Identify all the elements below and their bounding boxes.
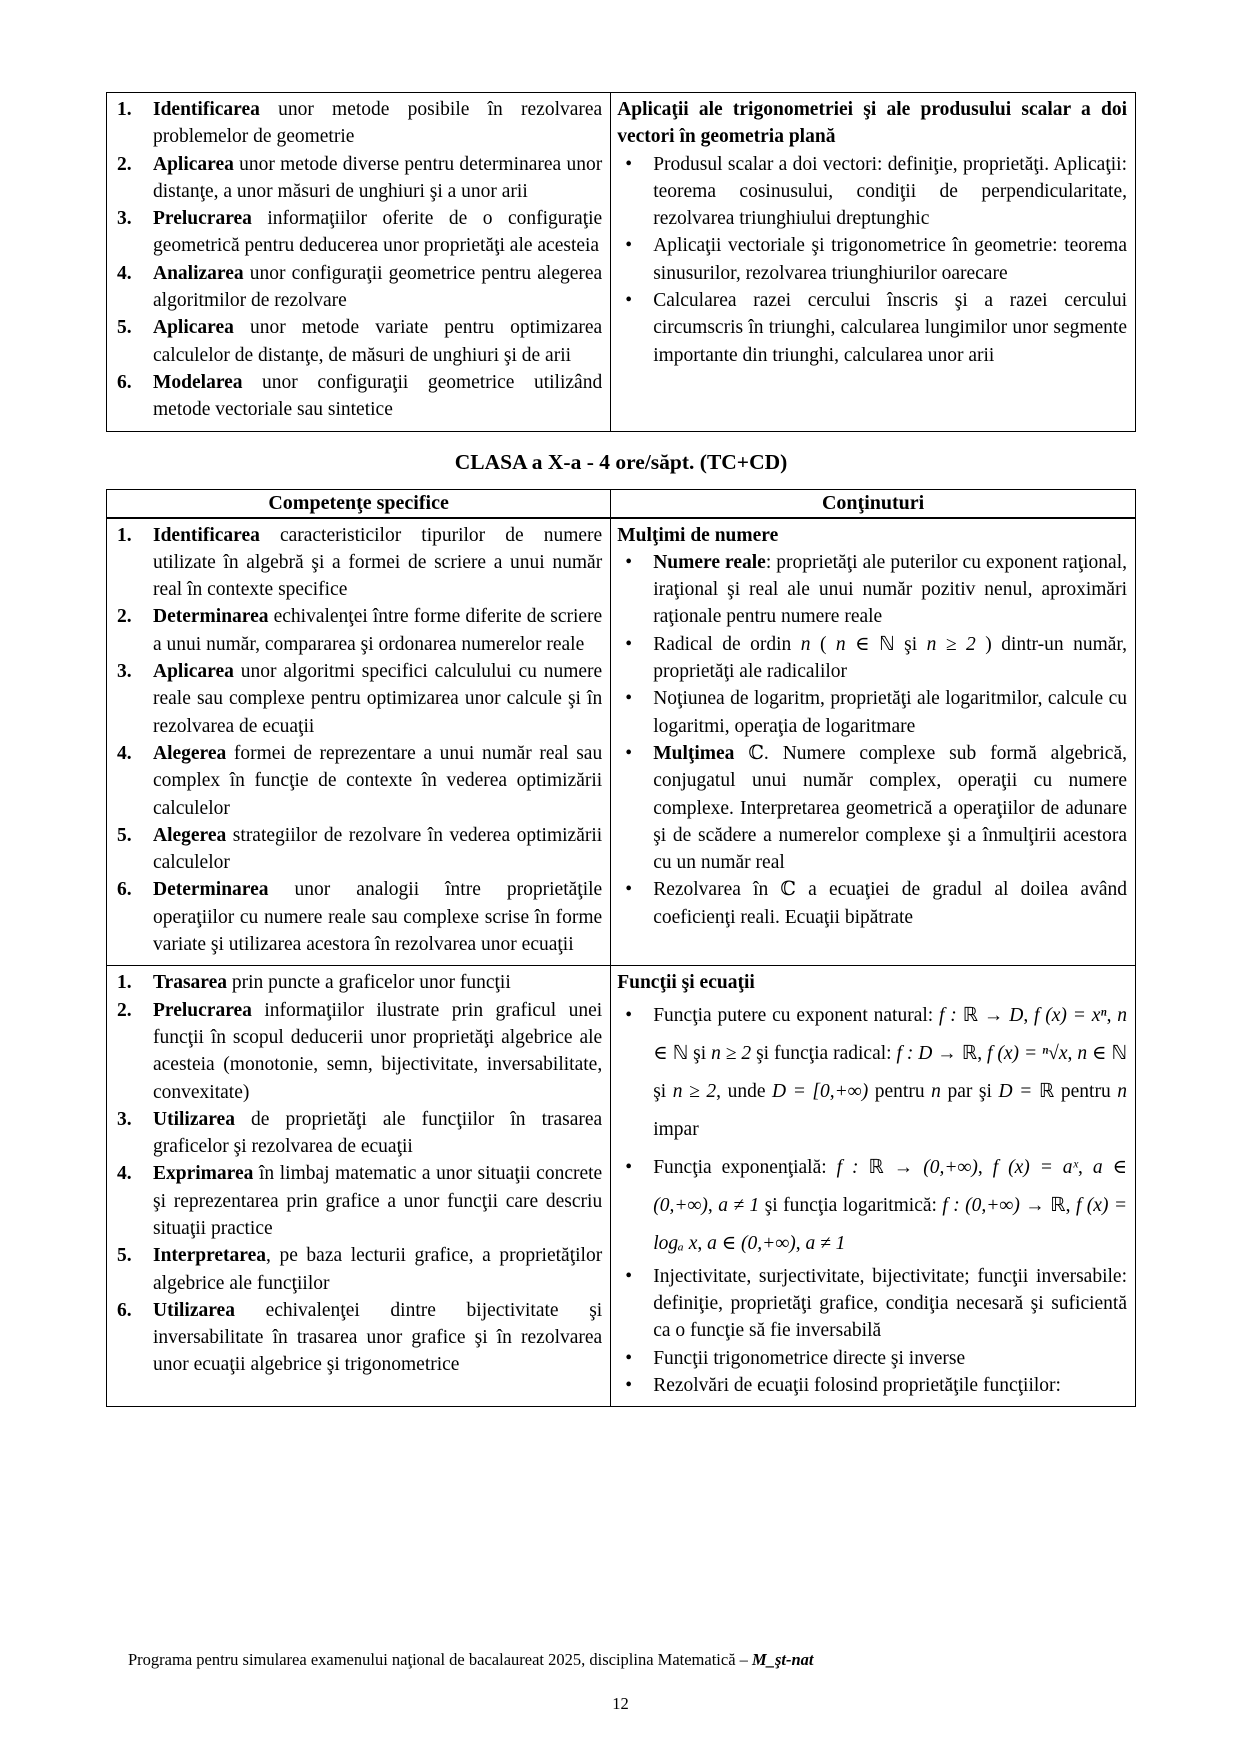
list-item [113, 1160, 602, 1242]
bullet-marker: • [625, 688, 633, 710]
bullet-text [653, 997, 1127, 1149]
math-segment: a ≠ 1 [718, 1194, 760, 1216]
item-text [153, 369, 602, 424]
text-segment: par şi [940, 1080, 999, 1102]
column-header-continuturi: Conţinuturi [611, 489, 1136, 518]
item-rest: unor metode diverse pentru determinarea unor distanţe, a unor măsuri de unghiuri şi a unor arii [153, 153, 603, 202]
text-segment: Funcţia putere cu exponent natural: [653, 1004, 940, 1026]
cell-competente-numere [107, 518, 611, 966]
text-segment: , [1067, 1042, 1078, 1064]
text-segment: , [795, 1232, 806, 1254]
item-text [153, 260, 602, 315]
bullet-text [653, 740, 1127, 876]
math-segment: n ≥ 2 [672, 1080, 717, 1102]
text-segment: Calcularea razei cercului înscris şi a razei cercului circumscris în triunghi, calcularea lungimilor unor segmente importante din triunghi, calcularea unor arii [653, 290, 1127, 366]
list-item [113, 603, 602, 658]
text-segment: , [977, 1042, 988, 1064]
math-segment: a ∈ (0,+∞) [653, 1156, 1128, 1216]
item-number: 5. [117, 824, 132, 846]
item-text [153, 822, 602, 877]
item-number: 2. [117, 606, 132, 628]
list-item [113, 96, 602, 151]
list-item [113, 1242, 602, 1297]
math-segment: D = [0,+∞) [772, 1080, 869, 1102]
item-rest: prin puncte a graficelor unor funcţii [227, 972, 511, 994]
page-number: 12 [612, 1694, 629, 1713]
item-number: 1. [117, 99, 132, 120]
item-text [153, 740, 602, 822]
list-item [113, 822, 602, 877]
bullet-text [653, 1345, 1127, 1372]
table-geometry [106, 92, 1136, 432]
item-rest: informaţiilor oferite de o configuraţie geometrică pentru deducerea unor proprietăţi ale acesteia [153, 208, 603, 257]
list-item [113, 740, 602, 822]
section-title: Mulţimi de numere [617, 524, 779, 546]
bullet-text [653, 549, 1127, 631]
cell-continut-functii [611, 966, 1136, 1407]
item-rest: , pe baza lecturii grafice, a proprietăţilor algebrice ale funcţiilor [153, 1245, 603, 1294]
bullet-item [617, 1263, 1127, 1345]
bullet-item [617, 997, 1127, 1149]
text-segment: , [1106, 1004, 1118, 1026]
item-text [153, 205, 602, 260]
item-text [153, 876, 602, 958]
item-lead: Prelucrarea [153, 999, 252, 1021]
item-text [153, 151, 602, 206]
item-text [153, 603, 602, 658]
bullet-text [653, 631, 1127, 686]
item-rest: de proprietăţi ale funcţiilor în trasarea graficelor şi rezolvarea de ecuaţii [153, 1108, 603, 1158]
text-segment: Noţiunea de logaritm, proprietăţi ale logaritmilor, calcule cu logaritmi, operaţia de logaritmare [653, 688, 1127, 737]
text-segment: , [1023, 1004, 1035, 1026]
list-item [113, 997, 602, 1106]
text-segment: şi [653, 1080, 673, 1102]
item-lead: Aplicarea [153, 317, 234, 339]
table-clasa-10 [106, 489, 1136, 1408]
text-segment: , [697, 1232, 708, 1254]
bullet-text [653, 876, 1127, 931]
bullet-text [653, 1372, 1127, 1399]
bullet-item [617, 232, 1127, 287]
item-lead: Aplicarea [153, 153, 234, 175]
item-number: 3. [117, 208, 132, 230]
text-segment: , [707, 1194, 719, 1216]
bullet-item [617, 151, 1127, 233]
item-number: 4. [117, 1163, 132, 1185]
item-rest: în limbaj matematic a unor situaţii concrete şi reprezentarea prin grafice a unor funcţii care descriu situaţii practice [153, 1163, 603, 1239]
item-lead: Alegerea [153, 824, 227, 846]
text-segment: pentru [868, 1080, 932, 1102]
item-text [153, 1242, 602, 1297]
text-segment: , unde [716, 1080, 773, 1102]
text-segment: Produsul scalar a doi vectori: definiţie, proprietăţi. Aplicaţii: teorema cosinusului, condiţii de perpendicularitate, rezolvarea triunghiului dreptunghic [653, 153, 1127, 230]
bullet-marker: • [625, 1347, 633, 1369]
item-rest: caracteristicilor tipurilor de numere utilizate în algebră şi a formei de scriere a unui număr real în contexte specifice [153, 524, 603, 601]
bullet-marker: • [625, 235, 633, 257]
math-segment: n [1117, 1080, 1128, 1102]
text-segment: Radical de ordin [653, 633, 801, 655]
table-row [107, 93, 1136, 432]
text-segment: , [977, 1156, 993, 1178]
item-text [153, 658, 602, 740]
text-segment: : proprietăţi ale puterilor cu exponent raţional, iraţional şi real ale unui număr pozitiv nenul, aproximări raţionale pentru numere reale [653, 551, 1127, 628]
math-segment: D = ℝ [998, 1080, 1055, 1102]
text-segment: , [1065, 1194, 1076, 1216]
bullet-text [653, 1263, 1127, 1345]
bullet-marker: • [625, 1156, 633, 1178]
list-item [113, 314, 602, 369]
math-segment: f : ℝ → D [939, 1004, 1024, 1026]
bullet-item [617, 876, 1127, 931]
footer-note [128, 1650, 813, 1670]
bullet-text [653, 1149, 1127, 1263]
list-item [113, 205, 602, 260]
item-number: 6. [117, 1299, 132, 1321]
item-lead: Alegerea [153, 742, 227, 764]
cell-continut-geometrie [611, 93, 1136, 432]
item-lead: Aplicarea [153, 661, 234, 683]
text-segment: ) dintr-un număr, proprietăţi ale radicalilor [653, 633, 1128, 683]
math-segment: n ≥ 2 [711, 1042, 752, 1064]
text-segment: Rezolvarea în [653, 879, 781, 901]
item-rest: unor configuraţii geometrice pentru alegerea algoritmilor de rezolvare [153, 262, 603, 312]
item-rest: formei de reprezentare a unui număr real sau complex în funcţie de contexte în vederea optimizării calculelor [153, 742, 603, 819]
item-lead: Determinarea [153, 879, 269, 901]
text-segment: pentru [1054, 1080, 1118, 1102]
item-text [153, 96, 602, 151]
item-lead: Utilizarea [153, 1108, 235, 1130]
item-number: 5. [117, 317, 132, 339]
text-segment: Injectivitate, surjectivitate, bijectivitate; funcţii inversabile: definiţie, proprietăţi grafice, condiţia necesară şi suficientă ca o funcţie să fie inversabilă [653, 1265, 1127, 1342]
item-rest: unor algoritmi specifici calculului cu numere reale sau complexe pentru optimizarea unor calcule şi în rezolvarea de ecuaţii [153, 661, 603, 737]
item-number: 5. [117, 1245, 132, 1267]
text-segment: ( [810, 633, 836, 655]
footer-text: Programa pentru simularea examenului naţional de bacalaureat 2025, disciplina Matematică – [128, 1650, 753, 1669]
bullet-text [653, 287, 1127, 369]
math-segment: f : D → ℝ [896, 1042, 978, 1064]
math-segment: ℂ [780, 879, 796, 901]
math-segment: n ∈ ℕ [653, 1004, 1128, 1064]
math-segment: f (x) = logₐ x [653, 1194, 1128, 1254]
bold-segment: Numere reale [653, 551, 766, 573]
item-number: 1. [117, 972, 132, 994]
math-segment: f : (0,+∞) → ℝ [942, 1194, 1066, 1216]
text-segment: Funcţii trigonometrice directe şi inverse [653, 1347, 966, 1369]
item-number: 3. [117, 1108, 132, 1130]
bullet-item [617, 1345, 1127, 1372]
item-rest: informaţiilor ilustrate prin graficul unei funcţii în scopul deducerii unor proprietăţi algebrice ale acesteia (monotonie, semn, bijectivitate, inversabilitate, convexitate) [153, 999, 603, 1103]
text-segment: Rezolvări de ecuaţii folosind proprietăţile funcţiilor: [653, 1374, 1061, 1396]
math-segment: f (x) = aˣ [992, 1156, 1079, 1178]
item-number: 1. [117, 524, 132, 546]
text-segment: , [1078, 1156, 1093, 1178]
cell-continut-numere [611, 518, 1136, 966]
item-lead: Prelucrarea [153, 208, 252, 230]
item-number: 3. [117, 661, 132, 683]
item-rest: unor metode posibile în rezolvarea problemelor de geometrie [153, 99, 603, 148]
bullet-item [617, 1149, 1127, 1263]
item-text [153, 997, 602, 1106]
math-segment: f : ℝ → (0,+∞) [836, 1156, 978, 1178]
list-item [113, 260, 602, 315]
bullet-text [653, 232, 1127, 287]
item-text [153, 314, 602, 369]
math-segment: f (x) = ⁿ√x [987, 1042, 1068, 1064]
list-item [113, 522, 602, 604]
footer-program-code: M_şt-nat [752, 1650, 814, 1669]
math-segment: n ∈ ℕ [835, 633, 895, 655]
bullet-item [617, 631, 1127, 686]
list-item [113, 658, 602, 740]
bold-segment: Mulţimea [653, 742, 735, 764]
item-rest: unor configuraţii geometrice utilizând metode vectoriale sau sintetice [153, 371, 603, 421]
item-text [153, 522, 602, 604]
item-lead: Identificarea [153, 524, 260, 546]
item-number: 6. [117, 371, 132, 393]
list-item [113, 1297, 602, 1379]
bullet-marker: • [625, 742, 633, 764]
text-segment: a ecuaţiei de gradul al doilea având coeficienţi reali. Ecuaţii bipătrate [653, 879, 1127, 928]
item-lead: Trasarea [153, 972, 228, 994]
math-segment: f (x) = xⁿ [1034, 1004, 1107, 1026]
bullet-text [653, 151, 1127, 233]
bullet-marker: • [625, 879, 633, 901]
bullet-item [617, 1372, 1127, 1399]
bullet-marker: • [625, 153, 633, 175]
text-segment: . Numere complexe sub formă algebrică, conjugatul unui număr complex, operaţii cu numere complexe. Interpretarea geometrică a operaţiilor de adunare şi de scădere a numerelor complexe şi a înmulţirii acestora cu un număr real [653, 742, 1127, 874]
item-number: 2. [117, 153, 132, 175]
column-header-competente: Competenţe specifice [107, 489, 611, 518]
bullet-marker: • [625, 1004, 633, 1026]
math-segment: a ≠ 1 [805, 1232, 846, 1254]
bullet-marker: • [625, 290, 633, 312]
table-row [107, 966, 1136, 1407]
item-lead: Analizarea [153, 262, 244, 284]
item-number: 2. [117, 999, 132, 1021]
item-rest: echivalenţei dintre bijectivitate şi inversabilitate în trasarea unor grafice şi în rezolvarea unor ecuaţii algebrice şi trigonometrice [153, 1299, 603, 1376]
section-title: Aplicaţii ale trigonometriei şi ale produsului scalar a doi vectori în geometria plană [617, 99, 1127, 148]
item-number: 4. [117, 742, 132, 764]
math-segment: ℂ [734, 742, 764, 764]
item-lead: Determinarea [153, 606, 269, 628]
bullet-item [617, 549, 1127, 631]
text-segment: şi funcţia radical: [751, 1042, 897, 1064]
math-segment: n [800, 633, 811, 655]
cell-competente-geometrie [107, 93, 611, 432]
list-item [113, 151, 602, 206]
bullet-item [617, 740, 1127, 876]
bullet-item [617, 685, 1127, 740]
item-lead: Modelarea [153, 371, 243, 393]
list-item [113, 369, 602, 424]
bullet-marker: • [625, 633, 633, 655]
item-number: 6. [117, 879, 132, 901]
page-title: CLASA a X-a - 4 ore/săpt. (TC+CD) [454, 449, 788, 474]
math-segment: a ∈ (0,+∞) [707, 1232, 796, 1254]
item-text [153, 1106, 602, 1161]
text-segment: şi [894, 633, 927, 655]
page-content [106, 92, 1136, 1407]
text-segment: Aplicaţii vectoriale şi trigonometrice în geometrie: teorema sinusurilor, rezolvarea triunghiurilor oarecare [653, 235, 1127, 284]
item-text [153, 969, 602, 996]
item-lead: Exprimarea [153, 1163, 254, 1185]
item-rest: unor metode variate pentru optimizarea calculelor de distanţe, de măsuri de unghiuri şi de arii [153, 317, 603, 366]
bullet-marker: • [625, 551, 633, 573]
item-number: 4. [117, 262, 132, 284]
math-segment: n ≥ 2 [926, 633, 976, 655]
list-item [113, 969, 602, 996]
table-header-row [107, 489, 1136, 518]
table-row [107, 518, 1136, 966]
bullet-marker: • [625, 1265, 633, 1287]
cell-competente-functii [107, 966, 611, 1407]
section-title: Funcţii şi ecuaţii [617, 972, 755, 994]
bullet-item [617, 287, 1127, 369]
item-text [153, 1160, 602, 1242]
math-segment: n [931, 1080, 941, 1102]
bullet-text [653, 685, 1127, 740]
bullet-marker: • [625, 1374, 633, 1396]
text-segment: şi [688, 1042, 712, 1064]
item-lead: Interpretarea [153, 1245, 266, 1267]
text-segment: Funcţia exponenţială: [653, 1156, 837, 1178]
text-segment: impar [653, 1118, 699, 1140]
item-rest: echivalenţei între forme diferite de scriere a unui număr, compararea şi ordonarea numerelor reale [153, 606, 603, 655]
list-item [113, 876, 602, 958]
text-segment: şi funcţia logaritmică: [759, 1194, 943, 1216]
item-rest: unor analogii între proprietăţile operaţiilor cu numere reale sau complexe scrise în forme variate şi utilizarea acestora în rezolvarea unor ecuaţii [153, 879, 603, 956]
item-rest: strategiilor de rezolvare în vederea optimizării calculelor [153, 824, 603, 874]
item-text [153, 1297, 602, 1379]
item-lead: Utilizarea [153, 1299, 235, 1321]
item-lead: Identificarea [153, 99, 260, 120]
list-item [113, 1106, 602, 1161]
math-segment: n ∈ ℕ [1077, 1042, 1128, 1064]
